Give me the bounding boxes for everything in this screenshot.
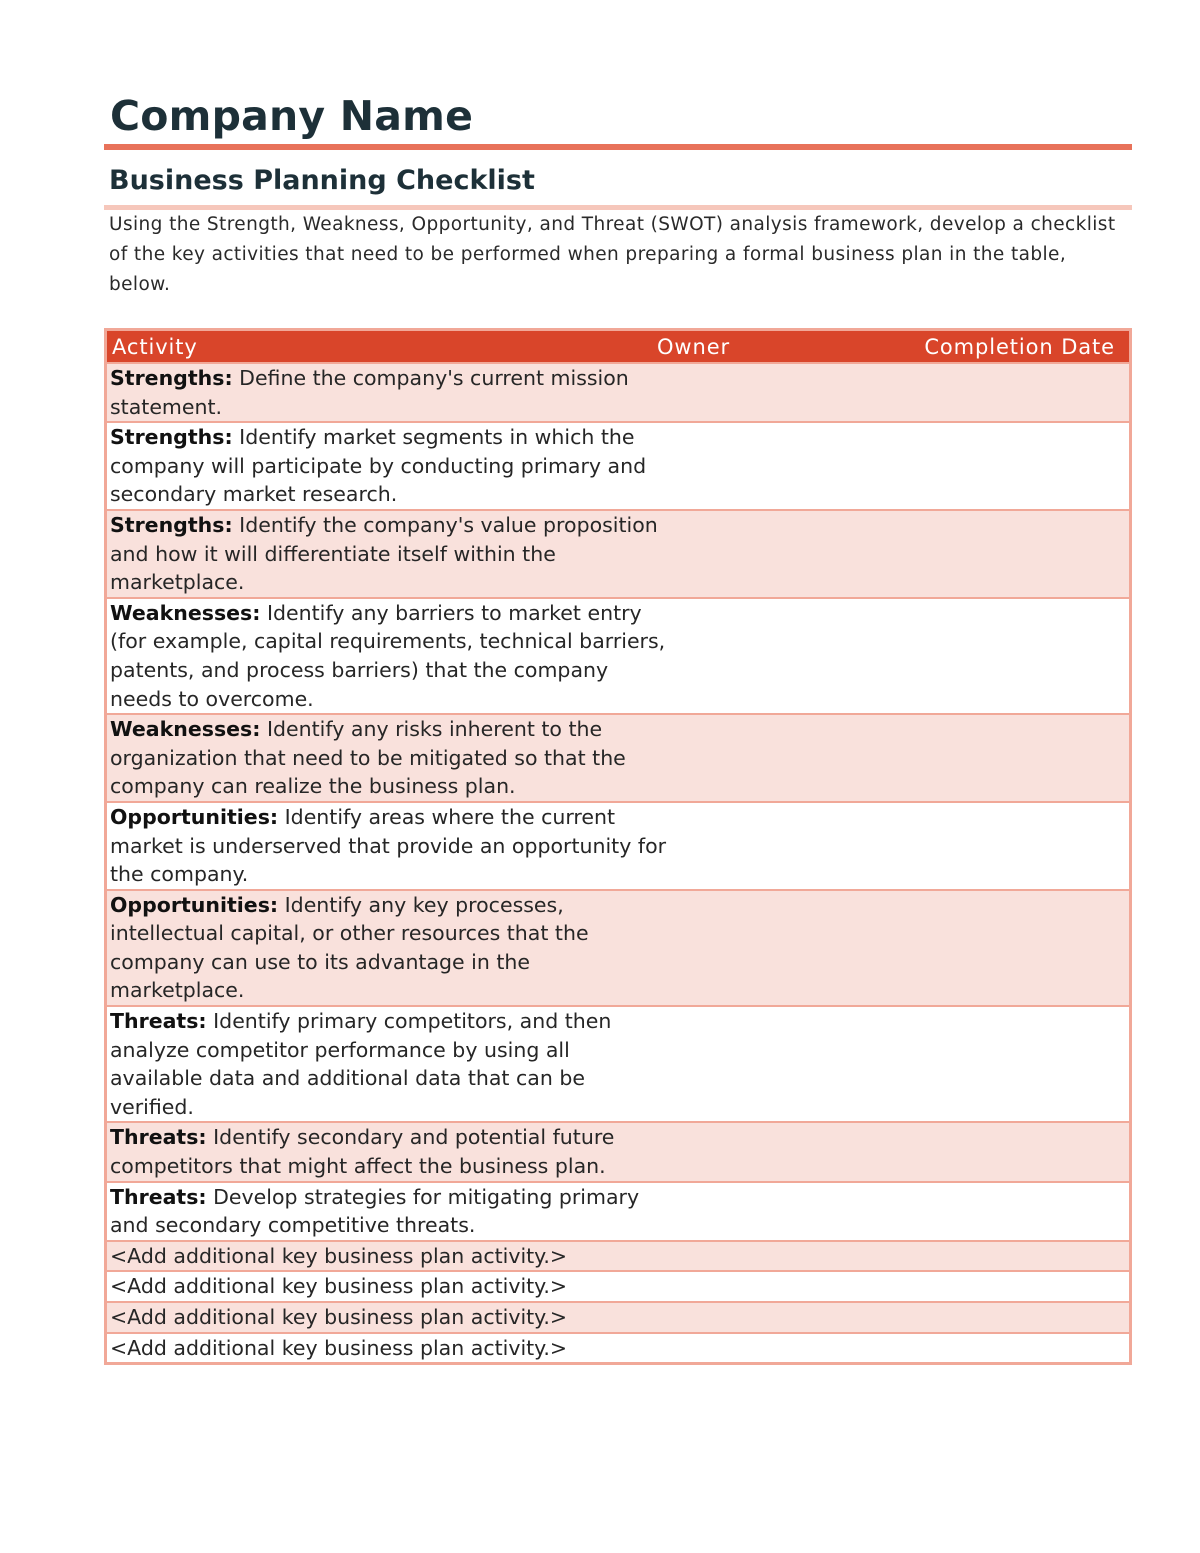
table-row <box>107 1183 1129 1242</box>
table-header-row <box>107 331 1129 364</box>
completion-date-cell[interactable] <box>917 891 1129 1005</box>
owner-cell[interactable] <box>667 891 917 1005</box>
table-row <box>107 715 1129 803</box>
completion-date-cell[interactable] <box>917 715 1129 801</box>
table-row <box>107 599 1129 715</box>
activity-cell[interactable]: <Add additional key business plan activity.> <box>110 1335 568 1360</box>
owner-cell[interactable] <box>667 1272 917 1301</box>
table-row <box>107 1272 1129 1303</box>
title-rule <box>104 144 1132 150</box>
category-label: Threats: <box>110 1184 207 1209</box>
completion-date-cell[interactable] <box>917 599 1129 713</box>
table-row <box>107 1242 1129 1273</box>
activity-cell[interactable]: <Add additional key business plan activity.> <box>110 1305 568 1329</box>
completion-date-cell[interactable] <box>917 1303 1129 1332</box>
category-label: Strengths: <box>110 425 233 450</box>
table-row <box>107 1007 1129 1123</box>
owner-cell[interactable] <box>667 1123 917 1180</box>
activity-cell[interactable] <box>107 423 667 509</box>
category-label: Weaknesses: <box>110 600 261 625</box>
activity-cell[interactable] <box>107 364 667 421</box>
activity-text: Identify areas where the current market is underserved that provide an opportunity for the company. <box>110 804 667 887</box>
table-row <box>107 1334 1129 1363</box>
activity-text: Identify the company's value proposition and how it will differentiate itself within the marketplace. <box>110 512 658 595</box>
owner-cell[interactable] <box>667 599 917 713</box>
owner-cell[interactable] <box>667 803 917 889</box>
completion-date-cell[interactable] <box>917 803 1129 889</box>
owner-cell[interactable] <box>667 1303 917 1332</box>
table-row <box>107 803 1129 891</box>
category-label: Opportunities: <box>110 892 279 917</box>
intro-paragraph[interactable]: Using the Strength, Weakness, Opportunity, and Threat (SWOT) analysis framework, develop a checklist of the key activities that need to be performed when preparing a formal business plan in the table, below. <box>109 214 1116 295</box>
owner-cell[interactable] <box>667 1242 917 1271</box>
completion-date-cell[interactable] <box>917 423 1129 509</box>
activity-text: Identify any risks inherent to the organization that need to be mitigated so that the company can realize the business plan. <box>110 717 626 799</box>
completion-date-cell[interactable] <box>917 1007 1129 1121</box>
table-row <box>107 891 1129 1007</box>
activity-cell[interactable] <box>107 1007 667 1121</box>
checklist-table <box>104 328 1132 1365</box>
completion-date-cell[interactable] <box>917 1183 1129 1240</box>
activity-text: Identify any barriers to market entry (for example, capital requirements, technical barriers, patents, and process barriers) that the company needs to overcome. <box>110 600 666 711</box>
completion-date-cell[interactable] <box>917 1334 1129 1363</box>
category-label: Weaknesses: <box>110 717 261 742</box>
table-row <box>107 423 1129 511</box>
owner-cell[interactable] <box>667 1183 917 1240</box>
header-owner: Owner <box>657 334 731 359</box>
category-label: Strengths: <box>110 366 233 390</box>
activity-text: Define the company's current mission statement. <box>110 366 629 419</box>
completion-date-cell[interactable] <box>917 511 1129 597</box>
owner-cell[interactable] <box>667 1334 917 1363</box>
activity-text: Identify market segments in which the company will participate by conducting primary and secondary market research. <box>110 425 647 507</box>
completion-date-cell[interactable] <box>917 364 1129 421</box>
header-activity: Activity <box>112 334 198 359</box>
activity-cell[interactable] <box>107 803 667 889</box>
activity-cell[interactable] <box>107 511 667 597</box>
activity-cell[interactable]: <Add additional key business plan activity.> <box>110 1243 568 1268</box>
completion-date-cell[interactable] <box>917 1242 1129 1271</box>
owner-cell[interactable] <box>667 423 917 509</box>
owner-cell[interactable] <box>667 1007 917 1121</box>
header-completion-date: Completion Date <box>924 334 1115 359</box>
owner-cell[interactable] <box>667 364 917 421</box>
activity-text: Develop strategies for mitigating primary and secondary competitive threats. <box>110 1184 640 1238</box>
category-label: Threats: <box>110 1009 207 1034</box>
activity-text: Identify any key processes, intellectual capital, or other resources that the company can use to its advantage in the marketplace. <box>110 892 589 1003</box>
activity-text: Identify secondary and potential future competitors that might affect the business plan. <box>110 1125 615 1179</box>
category-label: Opportunities: <box>110 804 279 829</box>
activity-cell[interactable] <box>107 891 667 1005</box>
activity-cell[interactable] <box>107 1123 667 1180</box>
owner-cell[interactable] <box>667 715 917 801</box>
activity-cell[interactable]: <Add additional key business plan activity.> <box>110 1274 568 1299</box>
category-label: Threats: <box>110 1125 207 1150</box>
table-row <box>107 364 1129 423</box>
category-label: Strengths: <box>110 512 233 537</box>
completion-date-cell[interactable] <box>917 1272 1129 1301</box>
completion-date-cell[interactable] <box>917 1123 1129 1180</box>
table-row <box>107 511 1129 599</box>
table-row <box>107 1123 1129 1182</box>
activity-cell[interactable] <box>107 599 667 713</box>
activity-text: Identify primary competitors, and then analyze competitor performance by using all available data and additional data that can be verified. <box>110 1009 612 1119</box>
company-name[interactable]: Company Name <box>110 92 474 140</box>
document-subtitle[interactable]: Business Planning Checklist <box>109 165 535 196</box>
owner-cell[interactable] <box>667 511 917 597</box>
activity-cell[interactable] <box>107 1183 667 1240</box>
activity-cell[interactable] <box>107 715 667 801</box>
table-row <box>107 1303 1129 1334</box>
